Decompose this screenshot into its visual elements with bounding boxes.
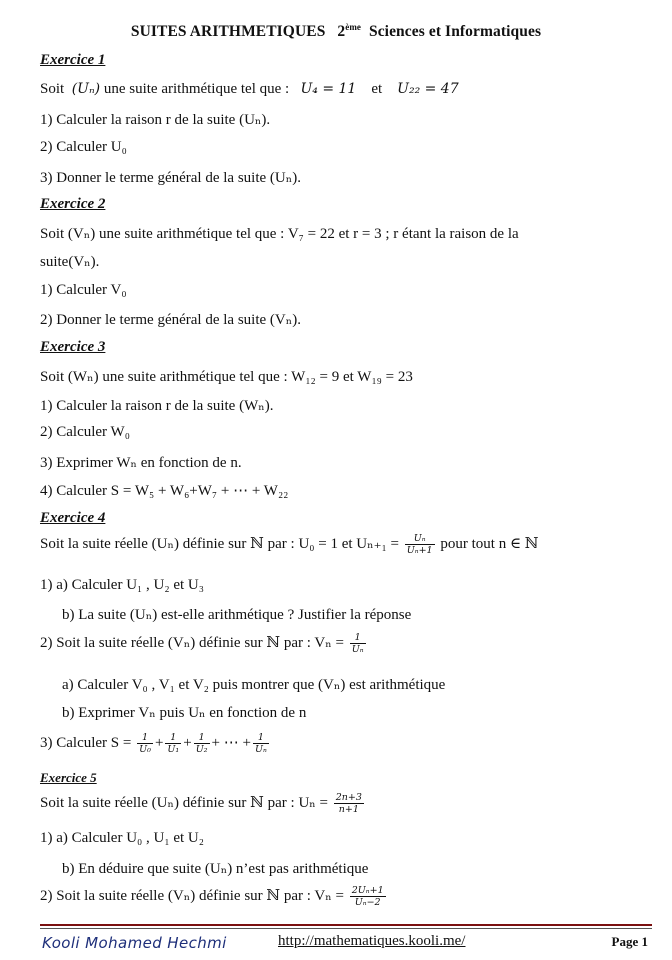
ex2-intro: Soit (Vₙ) une suite arithmétique tel que : V₇ = 22 et r = 3 ; r étant la raison de la: [40, 226, 519, 242]
ex4-intro: [40, 533, 539, 556]
level-superscript: ème: [345, 22, 362, 32]
ex4-q2-frac-num: 1: [350, 632, 366, 644]
ex3-question-4: 4) Calculer S = W₅ + W₆+W₇ + ⋯ + W₂₂: [40, 483, 289, 499]
page-title: [0, 22, 672, 41]
ex4-q3-term-3: [253, 732, 269, 755]
ex3-question-1: 1) Calculer la raison r de la suite (Wₙ).: [40, 398, 274, 414]
ex4-q3-term-1-num: 1: [165, 732, 181, 744]
ex4-question-2a: a) Calculer V₀ , V₁ et V₂ puis montrer que (Vₙ) est arithmétique: [62, 677, 446, 693]
footer-rule-bottom: [40, 928, 652, 929]
ex4-q3-term-0: [137, 732, 153, 755]
exercise-4-heading: Exercice 4: [40, 510, 106, 526]
exercise-1-heading: Exercice 1: [40, 52, 106, 68]
ex4-q3-plus-1: +: [154, 734, 164, 751]
ex1-condition-2: U₂₂ = 47: [397, 81, 459, 97]
ex3-question-3: 3) Exprimer Wₙ en fonction de n.: [40, 455, 242, 471]
ex4-question-1b: b) La suite (Uₙ) est-elle arithmétique ? Justifier la réponse: [62, 607, 412, 623]
ex4-question-2: [40, 632, 368, 655]
ex4-intro-start: Soit la suite réelle (Uₙ) définie sur ℕ par : U₀ = 1 et Uₙ₊₁ =: [40, 535, 399, 552]
footer-author: Kooli Mohamed Hechmi: [42, 934, 227, 952]
ex1-condition-1: U₄ = 11: [300, 81, 357, 97]
ex2-question-1: 1) Calculer V₀: [40, 282, 127, 298]
title-text: SUITES ARITHMETIQUES: [130, 23, 326, 40]
footer-page-number: Page 1: [611, 934, 648, 949]
footer-url-link[interactable]: http://mathematiques.kooli.me/: [278, 933, 466, 949]
footer-rule-top: [40, 924, 652, 926]
ex4-q3-term-2-num: 1: [194, 732, 210, 744]
ex5-question-1a: 1) a) Calculer U₀ , U₁ et U₂: [40, 830, 204, 846]
ex4-q3-term-0-num: 1: [137, 732, 153, 744]
ex4-q3-term-2: [194, 732, 210, 755]
ex4-intro-frac-den: Uₙ+1: [406, 545, 433, 556]
ex5-q2-frac-den: Uₙ−2: [354, 897, 381, 908]
ex1-condition-join: et: [371, 81, 383, 97]
ex4-intro-end: pour tout n ∈ ℕ: [440, 535, 539, 552]
ex5-question-2: [40, 885, 388, 908]
ex4-question-3: [40, 732, 271, 755]
ex5-intro-fraction: [334, 792, 364, 815]
ex4-q2-fraction: [350, 632, 366, 655]
ex3-question-2: 2) Calculer W₀: [40, 424, 130, 440]
ex4-q3-term-0-den: U₀: [139, 744, 151, 755]
ex4-intro-frac-num: Uₙ: [405, 533, 435, 545]
ex4-question-2b: b) Exprimer Vₙ puis Uₙ en fonction de n: [62, 705, 307, 721]
ex4-q3-start: 3) Calculer S =: [40, 734, 132, 751]
ex5-q2-fraction: [350, 885, 386, 908]
exercise-2-heading: Exercice 2: [40, 196, 106, 212]
ex2-intro-cont: suite(Vₙ).: [40, 254, 100, 270]
ex1-question-2: 2) Calculer U₀: [40, 139, 127, 155]
ex5-q2-frac-num: 2Uₙ+1: [351, 885, 384, 896]
level-rest: Sciences et Informatiques: [368, 23, 542, 40]
level-number: 2: [337, 23, 346, 40]
ex5-intro: [40, 792, 366, 815]
ex4-q2-frac-den: Uₙ: [351, 644, 364, 655]
ex3-intro: Soit (Wₙ) une suite arithmétique tel que : W₁₂ = 9 et W₁₉ = 23: [40, 369, 413, 385]
exercise-3-heading: Exercice 3: [40, 339, 106, 355]
ex1-question-1: 1) Calculer la raison r de la suite (Uₙ).: [40, 112, 271, 128]
ex4-q3-term-1-den: U₁: [167, 744, 180, 755]
ex1-intro-suite: (Uₙ): [71, 81, 101, 97]
exercise-1-intro: [40, 81, 459, 98]
ex5-q2-start: 2) Soit la suite réelle (Vₙ) définie sur ℕ par : Vₙ =: [40, 887, 344, 904]
ex4-intro-fraction: [405, 533, 435, 556]
ex4-q2-start: 2) Soit la suite réelle (Vₙ) définie sur ℕ par : Vₙ =: [40, 634, 344, 651]
ex2-question-2: 2) Donner le terme général de la suite (Vₙ).: [40, 312, 301, 328]
ex5-intro-frac-num: 2n+3: [335, 792, 362, 803]
ex4-q3-plus-2: +: [183, 734, 192, 751]
ex1-intro-mid: une suite arithmétique tel que :: [103, 81, 290, 97]
ex1-intro-text: Soit: [40, 81, 65, 97]
ex4-q3-term-2-den: U₂: [195, 744, 208, 755]
ex4-q3-term-3-den: Uₙ: [254, 744, 267, 755]
ex4-q3-term-1: [165, 732, 181, 755]
exercise-5-heading: Exercice 5: [40, 770, 97, 785]
ex5-intro-start: Soit la suite réelle (Uₙ) définie sur ℕ par : Uₙ =: [40, 794, 328, 811]
ex1-question-3: 3) Donner le terme général de la suite (Uₙ).: [40, 170, 301, 186]
ex4-q3-term-3-num: 1: [253, 732, 269, 744]
ex4-question-1a: 1) a) Calculer U₁ , U₂ et U₃: [40, 577, 204, 593]
ex5-question-1b: b) En déduire que suite (Uₙ) n’est pas arithmétique: [62, 861, 369, 877]
ex5-intro-frac-den: n+1: [338, 804, 359, 815]
ex4-q3-dots: + ⋯ +: [211, 734, 251, 751]
